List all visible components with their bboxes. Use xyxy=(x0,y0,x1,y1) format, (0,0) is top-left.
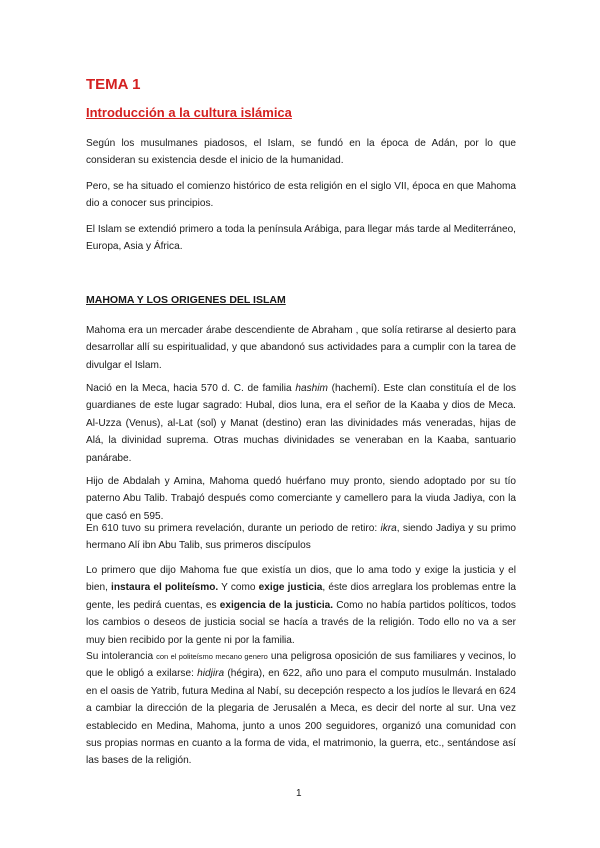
page-number: 1 xyxy=(296,788,302,799)
chapter-title: TEMA 1 xyxy=(86,76,141,93)
intro-paragraph-3: El Islam se extendió primero a toda la península Arábiga, para llegar más tarde al Mediterráneo, Europa, Asia y África. xyxy=(86,224,516,253)
section-paragraph-1: Mahoma era un mercader árabe descendiente de Abraham , que solía retirarse al desierto para desarrollar allí su espiritualidad, y que abandonó sus actividades para a cumplir con la tarea de divulgar el Islam. xyxy=(86,325,516,371)
section-paragraph-4: En 610 tuvo su primera revelación, durante un periodo de retiro: ikra, siendo Jadiya y su primo hermano Alí ibn Abu Talib, sus primeros discípulos xyxy=(86,523,516,552)
intro-paragraph-2: Pero, se ha situado el comienzo histórico de esta religión en el siglo VII, época en que Mahoma dio a conocer sus principios. xyxy=(86,181,516,210)
section-paragraph-6: Su intolerancia con el politeísmo mecano genero una peligrosa oposición de sus familiares y vecinos, lo que le obligó a exilarse: hidjira (hégira), en 622, año uno para el computo musulmán. Instalado en el oasis de Yatrib, futura Medina al Nabí, su decepción respecto a los judíos le llevará en 624 a cambiar la dirección de la plegaria de Jerusalén a Meca, es decir del norte al sur. Una vez establecido en Medina, Mahoma, junto a unos 200 seguidores, organizó una comunidad con sus propias normas en cuanto a la forma de vida, el matrimonio, la guerra, etc., sentándose así las bases de la religión. xyxy=(86,651,517,767)
intro-paragraph-1: Según los musulmanes piadosos, el Islam, se fundó en la época de Adán, por lo que consideran su existencia desde el inicio de la humanidad. xyxy=(86,138,516,167)
section-paragraph-3: Hijo de Abdalah y Amina, Mahoma quedó huérfano muy pronto, siendo adoptado por su tío paterno Abu Talib. Trabajó después como comerciante y camellero para la viuda Jadiya, con la que casó en 595. xyxy=(86,476,516,522)
section-paragraph-5: Lo primero que dijo Mahoma fue que existía un dios, que lo ama todo y exige la justicia y el bien, instaura el politeísmo. Y como exige justicia, éste dios arreglara los problemas entre la gente, les pedirá cuentas, es exigencia de la justicia. Como no había partidos políticos, todos los cambios o deseos de justicia social se hacía a través de la religión. Todo ello no va a ser muy bien recibido por la gente ni por la familia. xyxy=(86,565,516,646)
section-heading: MAHOMA Y LOS ORIGENES DEL ISLAM xyxy=(86,294,286,306)
section-paragraph-2: Nació en la Meca, hacia 570 d. C. de familia hashim (hachemí). Este clan constituía el de los guardianes de este lugar sagrado: Hubal, dios luna, era el señor de la Kaaba y dios de Meca. Al-Uzza (Venus), al-Lat (sol) y Manat (destino) eran las divinidades más veneradas, hijas de Alá, la divinidad suprema. Otras muchas divinidades se veneraban en la Kaaba, santuario panárabe. xyxy=(86,383,516,464)
chapter-subtitle: Introducción a la cultura islámica xyxy=(86,105,292,120)
